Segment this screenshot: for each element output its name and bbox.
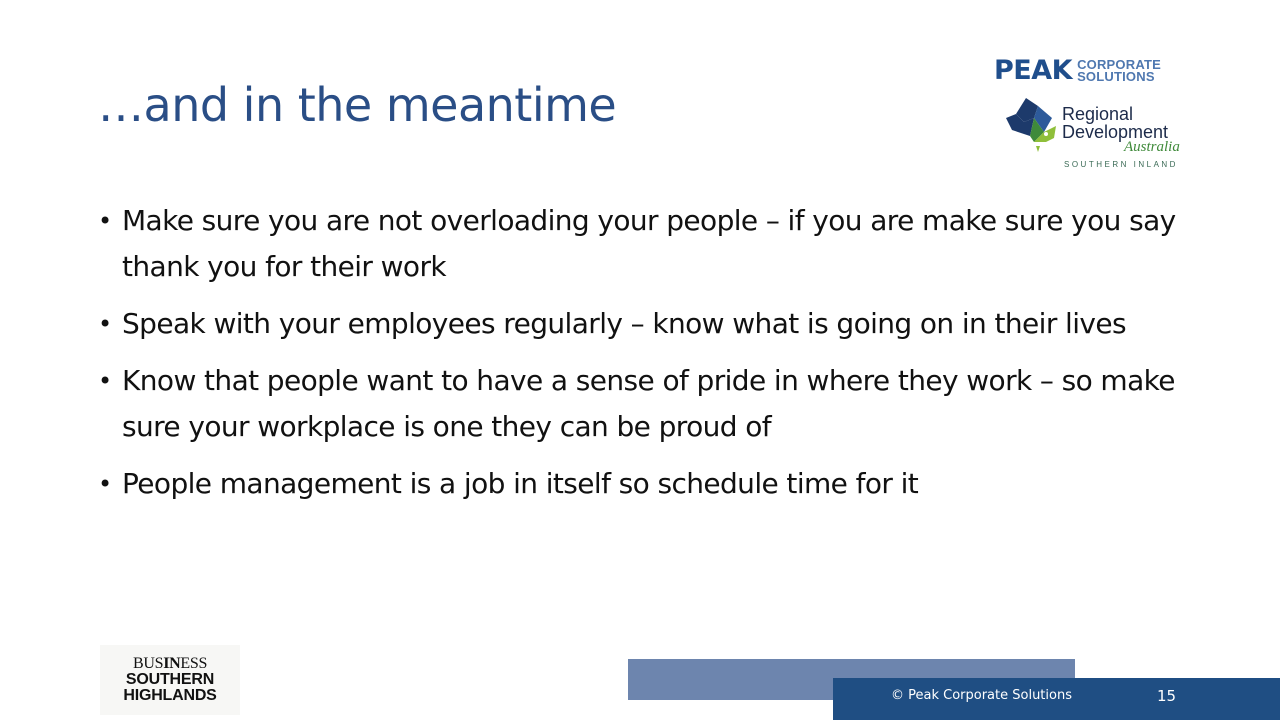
bsh-logo-line1-c: ESS	[180, 655, 208, 672]
peak-corporate-solutions-logo	[994, 56, 1161, 86]
page-number: 15	[1157, 687, 1177, 705]
bsh-logo-line3: HIGHLANDS	[123, 687, 217, 704]
regional-development-australia-logo	[1004, 96, 1194, 172]
bsh-logo-line1-a: BUS	[132, 655, 164, 672]
bullet-text: Know that people want to have a sense of pride in where they work – so make sure your workplace is one they can be proud of	[122, 364, 1175, 443]
rda-logo-line1: Regional	[1062, 104, 1134, 124]
bullet-text: Make sure you are not overloading your people – if you are make sure you say thank you for their work	[122, 204, 1176, 283]
peak-logo-word: PEAK	[994, 55, 1073, 86]
bullet-item	[96, 461, 1206, 507]
bsh-logo-line1	[133, 656, 207, 672]
australia-map-icon	[1004, 96, 1060, 156]
bullet-item	[96, 198, 1206, 290]
bsh-logo-line1-b: IN	[163, 655, 181, 672]
bullet-text: Speak with your employees regularly – know what is going on in their lives	[122, 307, 1126, 340]
rda-logo-line3: Australia	[1124, 139, 1180, 155]
peak-logo-subtitle	[1077, 59, 1161, 83]
rda-logo-line4: SOUTHERN INLAND	[1064, 160, 1178, 169]
bullet-dot: •	[98, 470, 112, 498]
slide-title: …and in the meantime	[98, 78, 617, 132]
bullet-item	[96, 358, 1206, 450]
footer-copyright: © Peak Corporate Solutions	[891, 688, 1072, 703]
bsh-logo-line2: SOUTHERN	[125, 671, 215, 688]
peak-logo-line2: SOLUTIONS	[1077, 69, 1155, 84]
bullet-text: People management is a job in itself so schedule time for it	[122, 467, 919, 500]
bullet-item	[96, 301, 1206, 347]
business-southern-highlands-logo	[100, 645, 240, 715]
bullet-dot: •	[98, 310, 112, 338]
bullet-dot: •	[98, 207, 112, 235]
bullet-dot: •	[98, 367, 112, 395]
rda-logo-line2: Development	[1062, 122, 1169, 142]
peak-logo-line1: CORPORATE	[1077, 57, 1161, 72]
bullet-list	[96, 198, 1206, 518]
